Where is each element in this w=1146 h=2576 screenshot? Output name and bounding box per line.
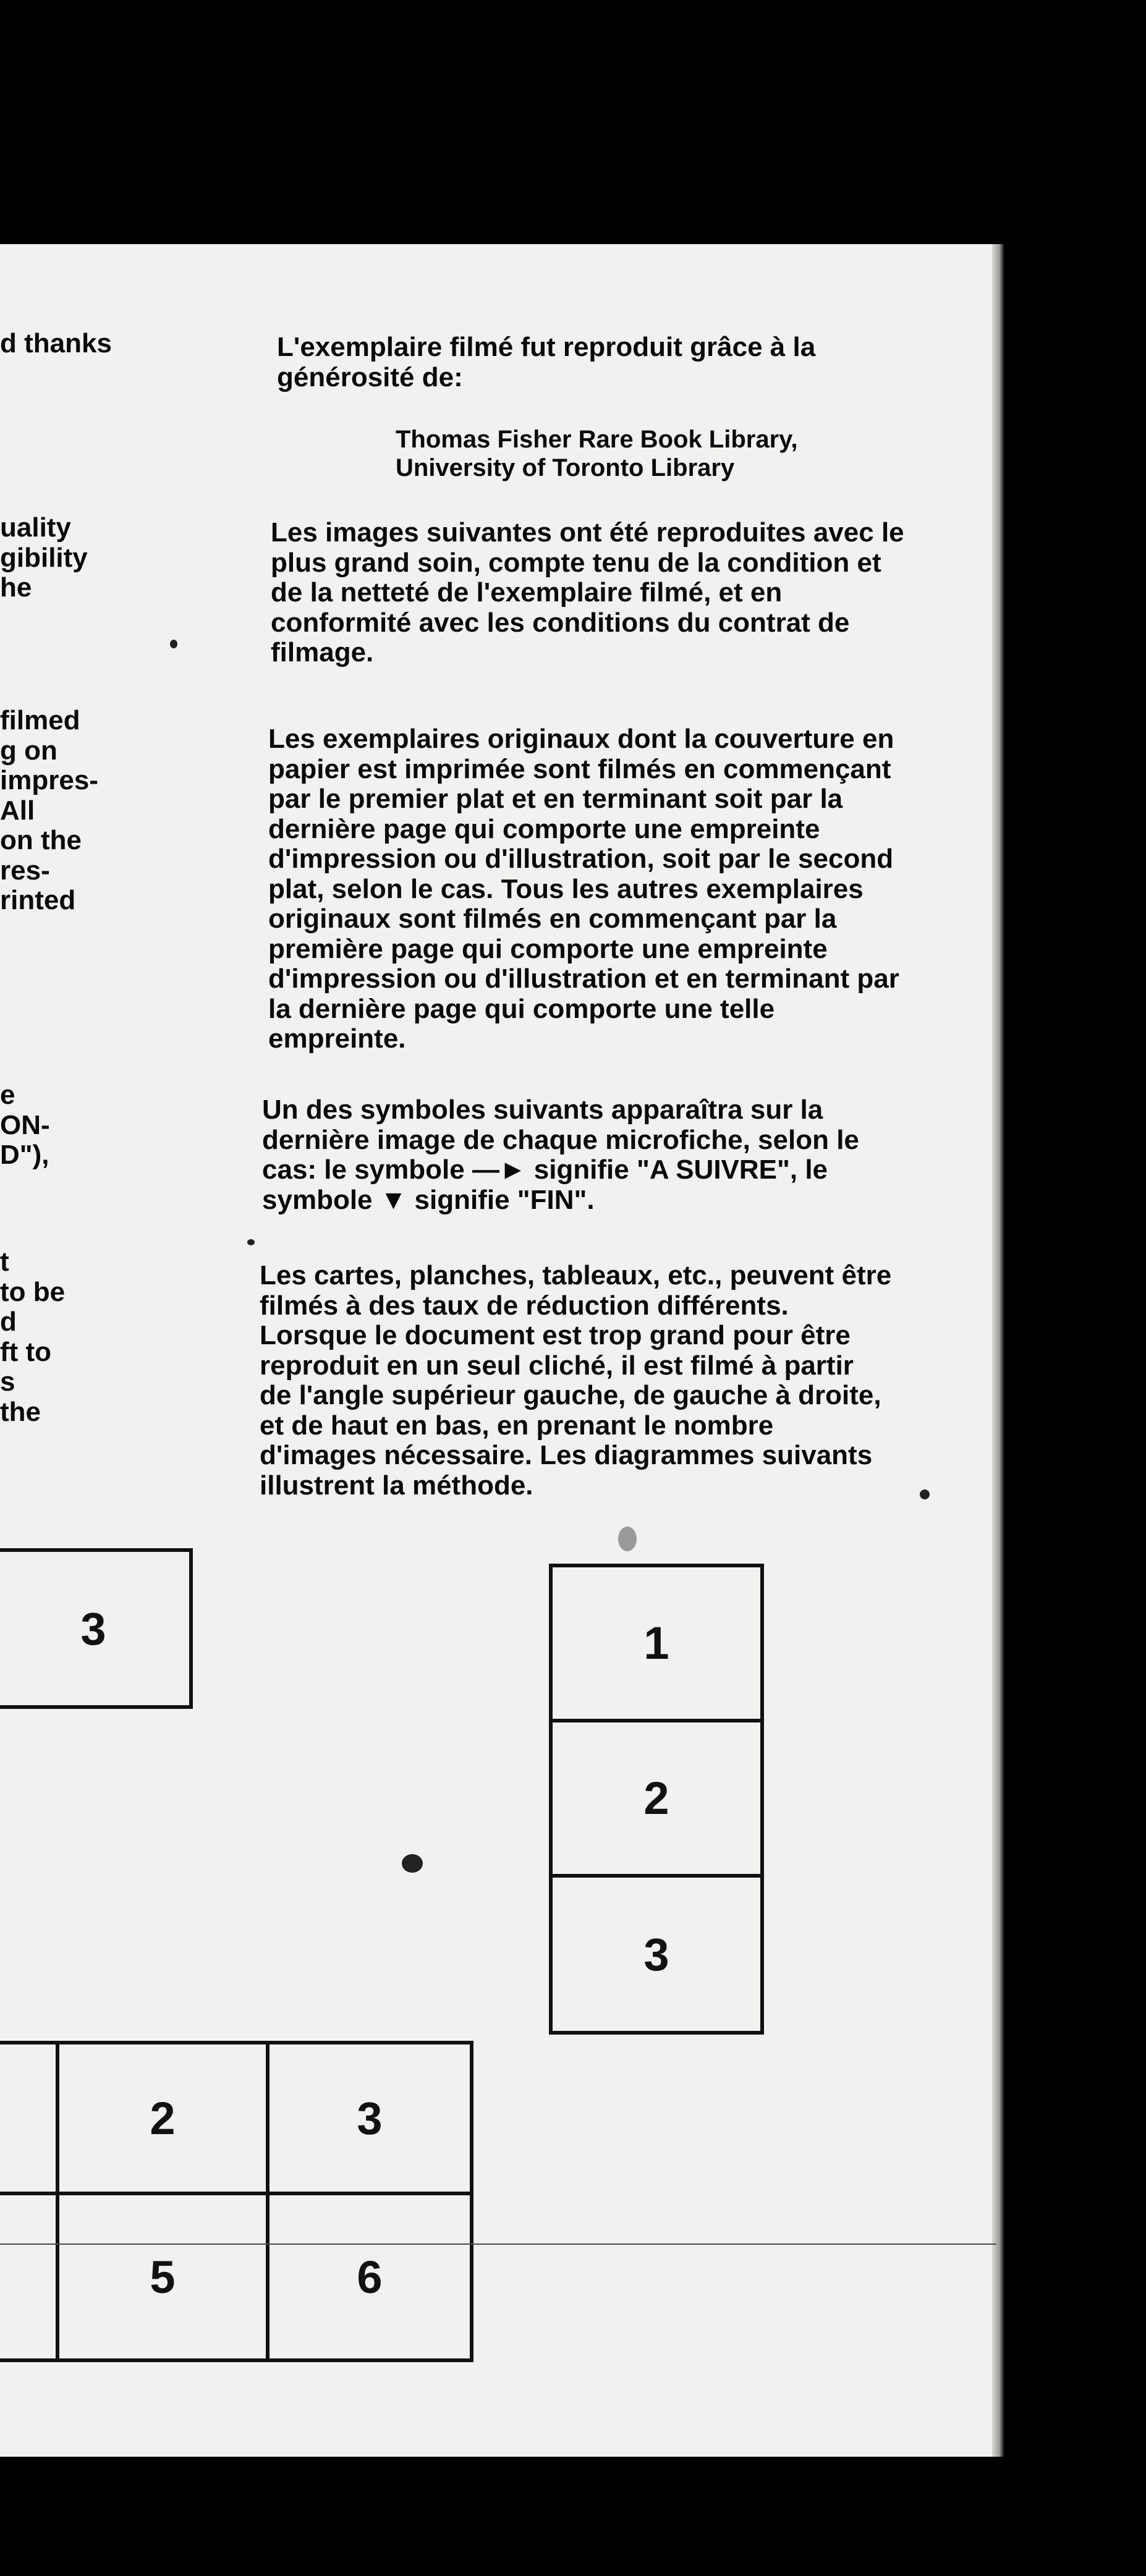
left-fragment-line: All bbox=[0, 795, 35, 826]
diagram-stack-cell-3: 3 bbox=[549, 1874, 764, 2035]
diagram-grid-cell-3: 3 bbox=[266, 2041, 473, 2195]
left-fragment-line: g on bbox=[0, 735, 57, 766]
paragraph-maps-plates bbox=[260, 1261, 891, 1501]
paragraph-line: Les cartes, planches, tableaux, etc., peuvent être bbox=[260, 1260, 892, 1290]
paragraph-line: conformité avec les conditions du contrat de bbox=[271, 607, 850, 638]
paragraph-line: première page qui comporte une empreinte bbox=[268, 933, 828, 964]
left-fragment-line: e bbox=[0, 1080, 15, 1110]
left-fragment-block-symbols bbox=[0, 1080, 50, 1171]
paragraph-line: reproduit en un seul cliché, il est filmé à partir bbox=[260, 1350, 854, 1381]
left-fragment-line: to be bbox=[0, 1276, 66, 1307]
left-fragment-line: he bbox=[0, 572, 32, 603]
paragraph-line: symbole ▼ signifie "FIN". bbox=[262, 1184, 595, 1215]
paragraph-line: filmage. bbox=[271, 637, 374, 667]
diagram-stack-cell-2: 2 bbox=[549, 1719, 764, 1878]
paragraph-line: illustrent la méthode. bbox=[260, 1470, 533, 1501]
paragraph-line: dernière page qui comporte une empreinte bbox=[268, 813, 820, 844]
paragraph-symbols bbox=[262, 1095, 859, 1215]
left-fragment-line: the bbox=[0, 1396, 41, 1427]
left-fragment-line: D"), bbox=[0, 1140, 49, 1170]
paragraph-line: papier est imprimée sont filmés en commençant bbox=[268, 753, 891, 784]
paragraph-line: d'impression ou d'illustration, soit par le second bbox=[268, 844, 894, 874]
diagram-grid-cell-4 bbox=[0, 2192, 59, 2362]
diagram-stack-cell-1: 1 bbox=[549, 1564, 764, 1722]
paragraph-line: par le premier plat et en terminant soit par la bbox=[268, 784, 843, 814]
left-fragment-thanks: d thanks bbox=[0, 328, 112, 358]
paragraph-line: Un des symboles suivants apparaîtra sur la bbox=[262, 1095, 823, 1125]
library-university: University of Toronto Library bbox=[396, 454, 735, 481]
paragraph-line: d'images nécessaire. Les diagrammes suivants bbox=[260, 1440, 873, 1470]
scan-speck bbox=[402, 1854, 423, 1873]
paragraph-line: plat, selon le cas. Tous les autres exemplaires bbox=[268, 873, 864, 904]
paragraph-line: de la netteté de l'exemplaire filmé, et en bbox=[271, 577, 783, 608]
diagram-grid-cell-1 bbox=[0, 2041, 59, 2195]
scan-speck bbox=[170, 640, 177, 648]
paragraph-originals bbox=[268, 724, 899, 1054]
left-fragment-line: uality bbox=[0, 512, 71, 543]
page-edge bbox=[992, 244, 1004, 2457]
left-fragment-line: ON- bbox=[0, 1109, 50, 1140]
left-fragment-line: rinted bbox=[0, 885, 76, 915]
left-fragment-line: t bbox=[0, 1247, 9, 1277]
intro-line: générosité de: bbox=[277, 362, 463, 392]
left-fragment-line: ft to bbox=[0, 1336, 52, 1367]
diagram-partial-box: 3 bbox=[0, 1548, 193, 1709]
intro-paragraph bbox=[277, 333, 815, 392]
paragraph-line: filmés à des taux de réduction différents. bbox=[260, 1290, 789, 1321]
left-fragment-block-filmed bbox=[0, 706, 98, 916]
intro-line: L'exemplaire filmé fut reproduit grâce à la bbox=[277, 332, 816, 362]
left-fragment-line: d bbox=[0, 1307, 17, 1337]
paragraph-line: cas: le symbole —► signifie "A SUIVRE", le bbox=[262, 1155, 828, 1185]
paragraph-line: d'impression ou d'illustration et en terminant par bbox=[268, 964, 899, 994]
paragraph-line: Les images suivantes ont été reproduites avec le bbox=[271, 517, 904, 548]
paragraph-line: dernière image de chaque microfiche, selon le bbox=[262, 1124, 859, 1155]
left-fragment-line: gibility bbox=[0, 542, 88, 573]
library-credit bbox=[396, 425, 798, 482]
left-fragment-block-maps bbox=[0, 1247, 65, 1427]
left-fragment-line: filmed bbox=[0, 705, 80, 735]
diagram-grid-cell-6: 6 bbox=[266, 2192, 473, 2362]
left-fragment-block-quality bbox=[0, 513, 88, 603]
diagram-grid-cell-5: 5 bbox=[56, 2192, 270, 2362]
scan-crease-line bbox=[0, 2243, 996, 2245]
paragraph-line: Lorsque le document est trop grand pour être bbox=[260, 1320, 851, 1350]
scan-speck bbox=[618, 1527, 637, 1551]
paragraph-line: originaux sont filmés en commençant par la bbox=[268, 904, 837, 934]
scan-speck bbox=[247, 1239, 255, 1245]
paragraph-line: plus grand soin, compte tenu de la condition et bbox=[271, 547, 881, 578]
left-fragment-line: res- bbox=[0, 855, 50, 886]
paragraph-line: Les exemplaires originaux dont la couverture en bbox=[268, 724, 894, 754]
left-fragment-line: s bbox=[0, 1366, 15, 1397]
left-fragment-line: on the bbox=[0, 825, 82, 855]
left-fragment-line: impres- bbox=[0, 765, 98, 795]
paragraph-line: et de haut en bas, en prenant le nombre bbox=[260, 1410, 774, 1441]
paragraph-line: de l'angle supérieur gauche, de gauche à droite, bbox=[260, 1380, 881, 1410]
paragraph-image-quality bbox=[271, 518, 904, 668]
paragraph-line: empreinte. bbox=[268, 1023, 406, 1054]
scan-speck bbox=[920, 1489, 930, 1499]
library-name: Thomas Fisher Rare Book Library, bbox=[396, 426, 798, 453]
diagram-grid-cell-2: 2 bbox=[56, 2041, 270, 2195]
paragraph-line: la dernière page qui comporte une telle bbox=[268, 993, 775, 1024]
